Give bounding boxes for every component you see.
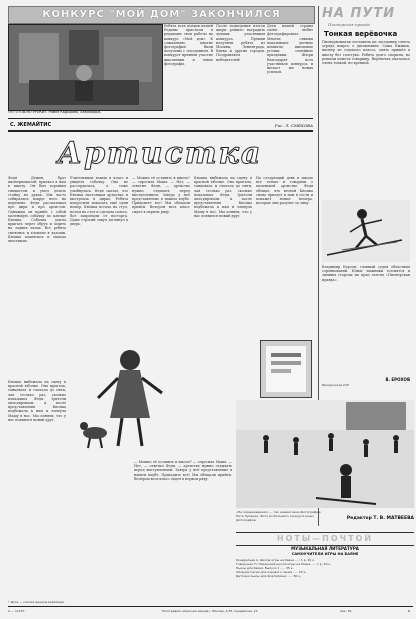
editor-line: Редактор Т. В. МАТВЕЕВА (346, 516, 414, 521)
music-item: Кондратьев А. Школа игры на баяне ..... 1 р. 10 к. (236, 558, 316, 562)
music-subtitle: МУЗЫКАЛЬНАЯ ЛИТЕРАТУРА (291, 546, 359, 551)
story-col-2: Учительница вошла в класс и увидела собачку. Она не рассердилась, а тоже улыбнулась. Федя сказал, что Кнопка настоящая артистка и выступала в цирке. Ребята попросили показать ещё один номер. Кнопка встала на стул, потом на стол и сделала сальто. Все закричали от восторга. Даже строгий завуч заглянул в дверь. (70, 176, 128, 227)
skier-drawing (322, 200, 410, 262)
contest-photo-image (9, 25, 162, 110)
music-item: Детские пьесы для фортепиано ..... 80 к. (236, 574, 302, 578)
girl-with-dog-drawing (70, 338, 190, 456)
story-author: С. ЖЕМАЙТИС (10, 122, 52, 128)
card-photo (260, 340, 312, 398)
footer-rule (8, 606, 413, 607)
music-heading: САМОУЧИТЕЛИ ИГРЫ НА БАЯНЕ (291, 552, 359, 556)
story-col-bottom-left (8, 380, 66, 590)
music-item: Пьесы для баяна. Выпуск 1 ..... 35 к. (236, 566, 294, 570)
masthead-sub: Пионерская правда (328, 22, 370, 27)
contest-photo-caption: «Я ГОТОВЛЮ УРОКИ». Рамиз Кадырова, Азербайдж. (8, 110, 102, 114)
story-col-5: На следующий день в школе все только и говорили о маленькой артистке. Федя обещал, что весной Кнопка снова приедет к нам в гости и покажет новые номера, которые они разучат за зиму. (256, 176, 313, 206)
right-letter-sign: В. ЕРОХОВ (385, 377, 410, 382)
contest-col-2: После подведения итогов жюри решило наградить лучших участников конкурса. Премии получили ребята из Москвы, Ленинграда, Киева и других городов. Поздравляем победителей! (216, 24, 265, 62)
contest-photo (8, 24, 163, 111)
story-title-art: Артистка (57, 136, 263, 171)
skiers-photo-image (236, 400, 414, 508)
story-col-4: Кнопка выбежала на сцену в красной юбочке. Она прыгала, танцевала и считала до пяти, лая столько раз, сколько показывал Федя. Зрители аплодировали. А после представления Кнопка подбежала к нам и лизнула Машу в нос. Мы поняли, что у нас появился новый друг. (194, 176, 252, 218)
music-item: Говорушко П. Начальная школа игры на баяне ..... 1 р. 40 к. (236, 562, 332, 566)
music-banner (236, 532, 414, 546)
page-number: 1 (407, 609, 410, 613)
footer-order: Зак. 30. (340, 609, 353, 613)
right-story-title: Тонкая верёвочка (324, 30, 398, 38)
divider-top (8, 118, 313, 119)
music-banner-title: НОТЫ—ПОЧТОЙ (276, 534, 374, 543)
skiers-photo (236, 400, 414, 508)
banner-title: КОНКУРС "МОЙ ДОМ" ЗАКОНЧИЛСЯ (42, 9, 281, 20)
skiers-photo-caption: «На соревнованиях» — так назвал свою фотографию Петя Луканин. Фото из большого конкурса юных фотографов. (236, 510, 321, 522)
right-story-text: Пионервожатая поставила на заседании совета отряда вопрос о дисциплине. Саша Ёжиков, пионер из седьмого класса, опять пришёл в школу без галстука. Ребята долго спорили, но решили помочь товарищу. Верёвочка оказалась очень тонкой, но крепкой. (322, 40, 410, 66)
story-footnote: * Дота — кличка щенков верблюда. (8, 600, 65, 604)
story-top-rule (8, 130, 313, 132)
story-col-3-continued: — Можно её оставить в школе? — спросила Маша. — Нет, — ответил Федя, — артистке нужно отдыхать перед выступлением. Завтра у неё представление в нашем клубе. Приходите все! Мы обещали прийти. Вечером весь класс сидел в первом ряду. (134, 460, 232, 481)
contest-col-3: Дети нашей страны очень любят фотографировать. Многие снимки показывают уютные комнаты, школьные уголки, семейные праздники. Жюри благодарит всех участников конкурса и желает им новых успехов. (267, 24, 313, 75)
masthead: НА ПУТИ (322, 6, 396, 21)
footer-left: А — 11237. (8, 609, 26, 613)
right-letter-text: Владимир Керзон, главный судья областных соревнований. Юные лыжники готовятся к зимним стартам на приз газеты «Пионерская правда». (322, 265, 410, 282)
contest-col-1: Ребята всех концов нашей Родины прислали в редакцию свои работы на конкурс «Мой дом». К сожалению, многие фотографии были получены с опозданием. В конкурсе приняли участие школьники и юные фотографы. (164, 24, 213, 66)
story-illustration (70, 338, 190, 456)
music-item: Сборник песен для хорового пения ..... 50 к. (236, 570, 307, 574)
story-col-1: Федя Демин, брат пионервожатой, приехал к нам в школу. Он был хорошим гимнастом и умел делать стойку на руках. Мы часто собирались вокруг него на перемене. Федя рассказывал про цирк и про артистов. Однажды он принёс с собой маленькую собачку по кличке Кнопка. Собачка умела прыгать через обруч и ходить на задних лапах. Все ребята смеялись и хлопали в ладоши. Кнопка кланялась и махала хвостиком. (8, 176, 66, 244)
story-illustrator: Рис. Л. СМЕХОВА (274, 123, 313, 128)
story-col-3: — Можно её оставить в школе? — спросила Маша. — Нет, — ответил Федя, — артистке нужно отдыхать перед выступлением. Завтра у неё представление в нашем клубе. Приходите все! Мы обещали прийти. Вечером весь класс сидел в первом ряду. (132, 176, 190, 214)
music-list (236, 558, 414, 602)
footer-print: Типография «Красная звезда». Москва, А-55, Сущёвская, 21. (161, 609, 259, 613)
story-col-bottom-mid (134, 460, 232, 560)
card-photo-image (261, 341, 311, 397)
story-col-1-continued: Кнопка выбежала на сцену в красной юбочке. Она прыгала, танцевала и считала до пяти, лая столько раз, сколько показывал Федя. Зрители аплодировали. А после представления Кнопка подбежала к нам и лизнула Машу в нос. Мы поняли, что у нас появился новый друг. (8, 380, 66, 422)
top-banner (8, 6, 315, 24)
right-letter-place: Белорусская ССР (322, 383, 350, 387)
skier-illustration (322, 200, 410, 262)
